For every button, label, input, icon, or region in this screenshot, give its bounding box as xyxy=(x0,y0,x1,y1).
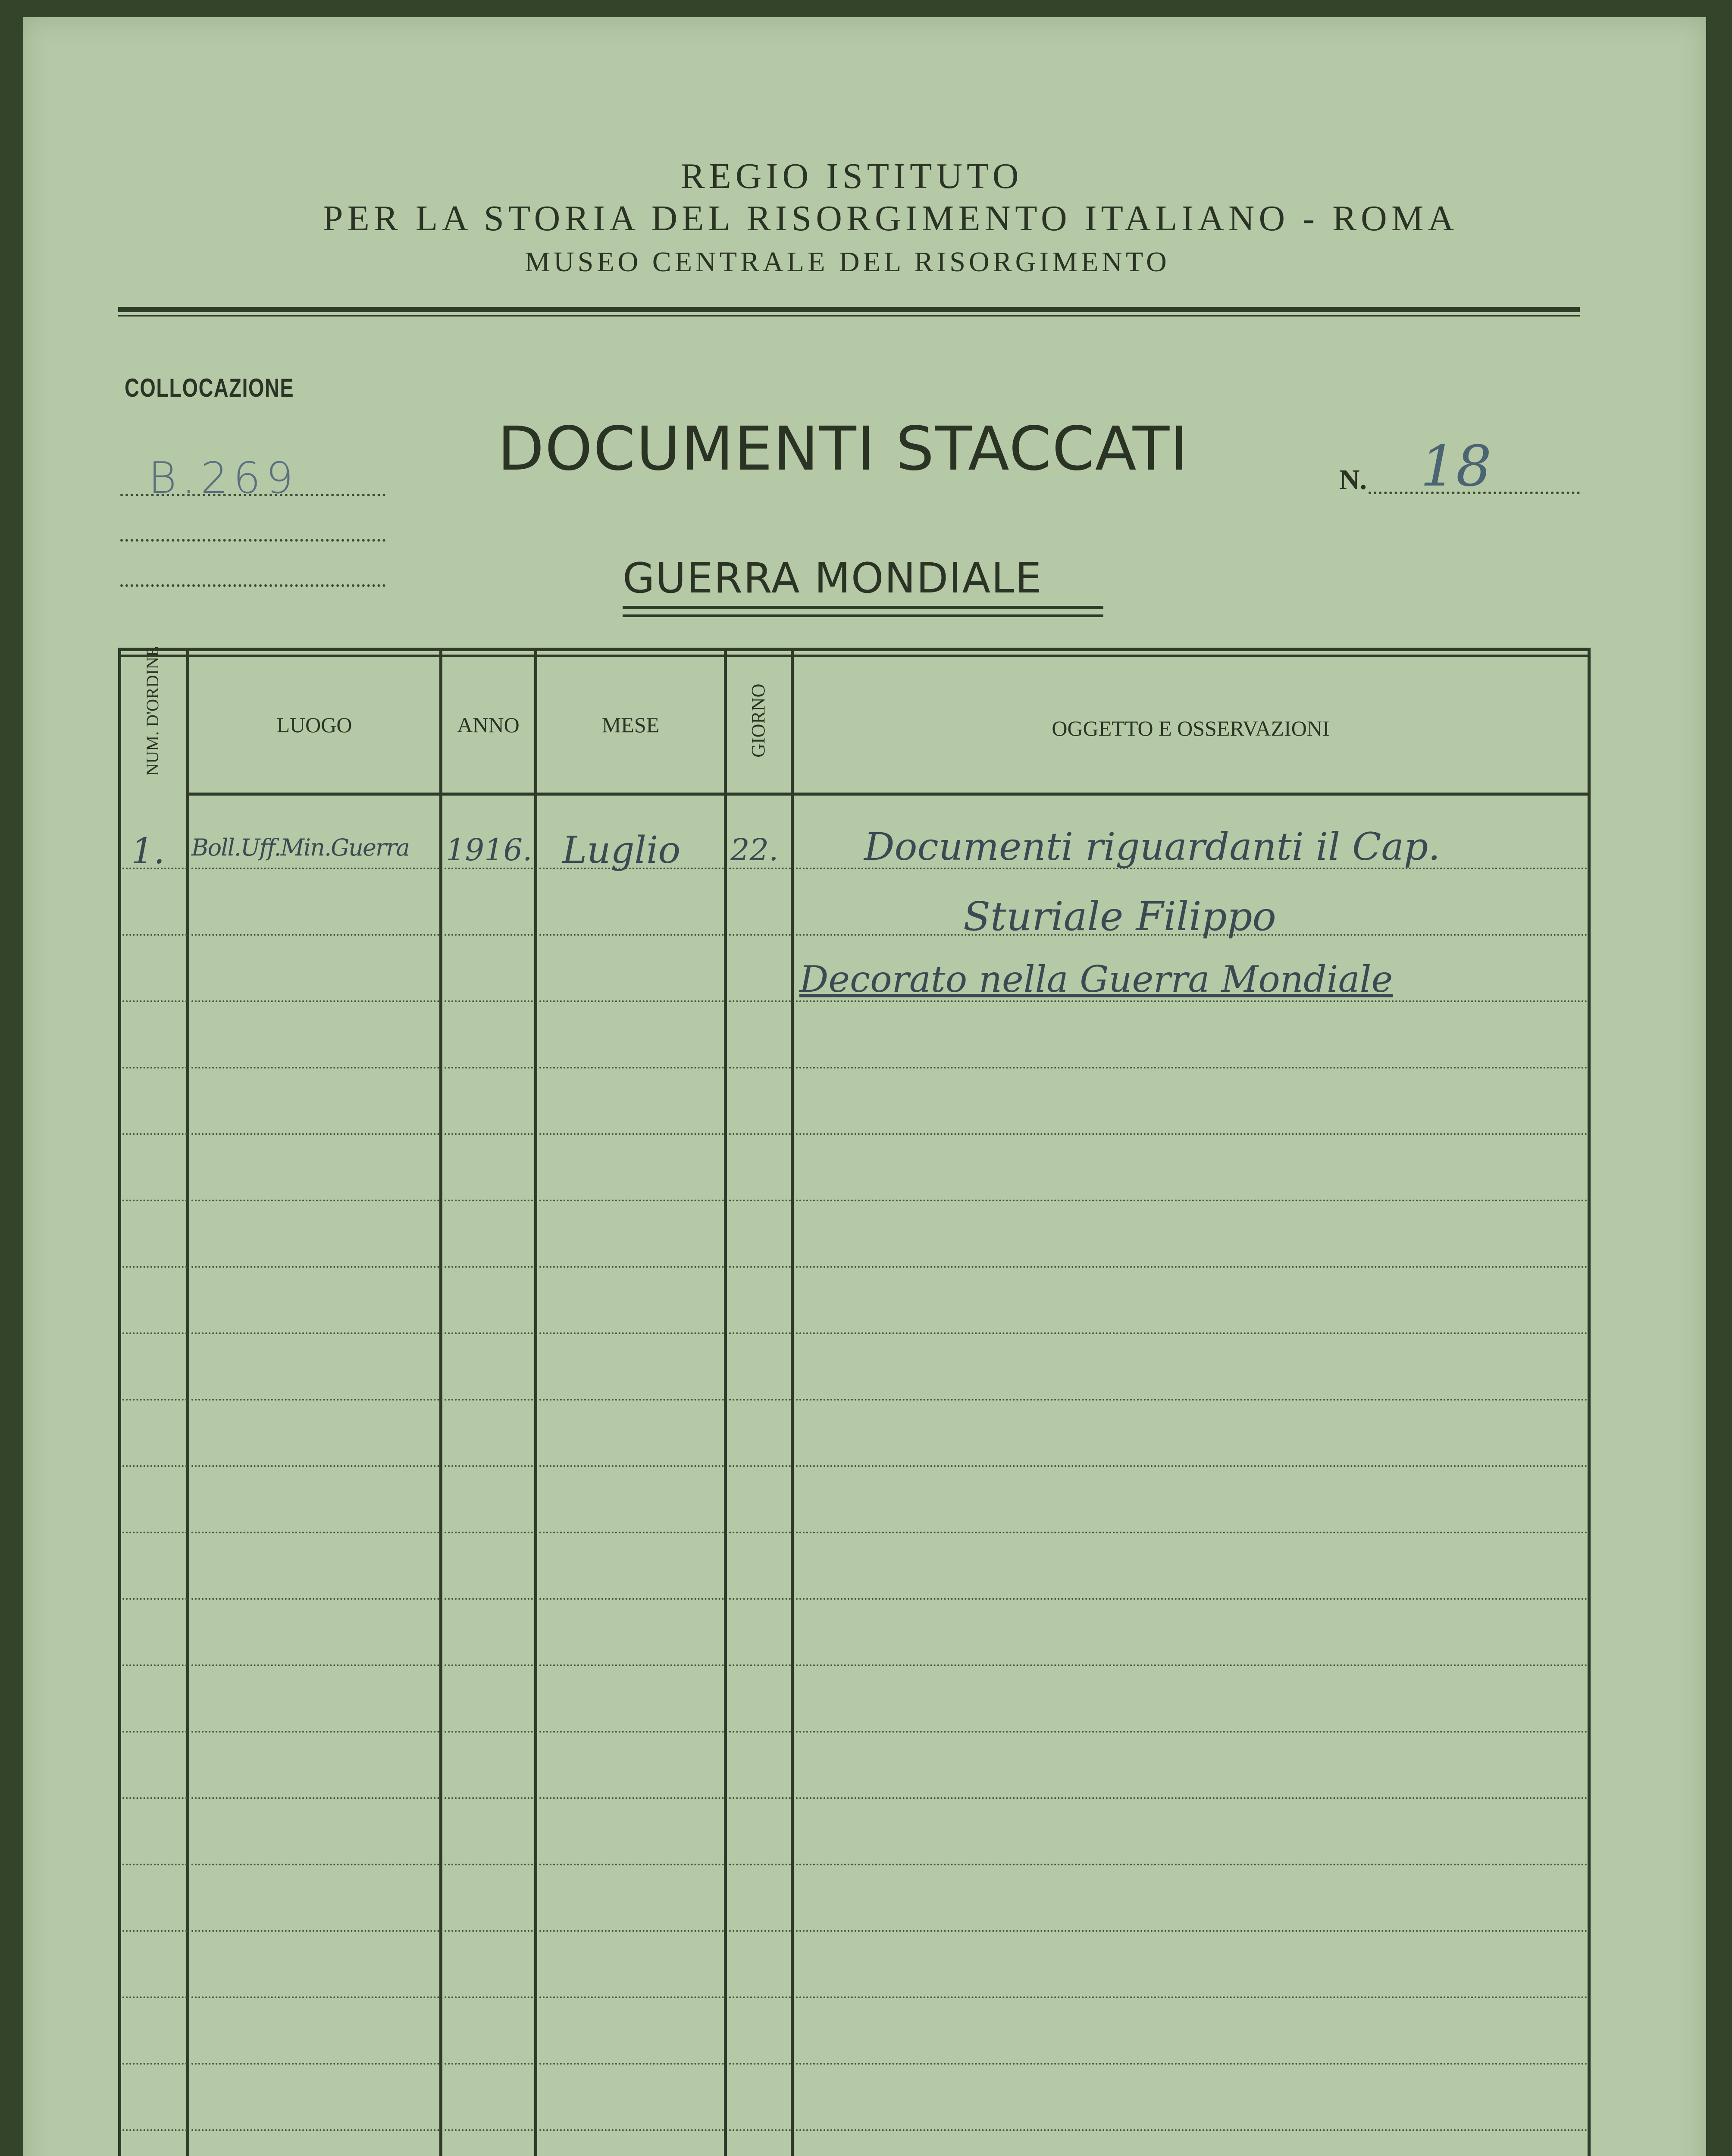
row-num: 1. xyxy=(131,831,165,872)
table-top-rule xyxy=(118,648,1591,651)
column-divider xyxy=(724,648,727,2156)
ruled-line xyxy=(796,1465,1588,1467)
ruled-line xyxy=(191,1133,439,1135)
ruled-line xyxy=(796,1200,1588,1201)
document-title: DOCUMENTI STACCATI xyxy=(498,414,1189,484)
ruled-line xyxy=(796,1266,1588,1268)
ruled-line xyxy=(796,1797,1588,1799)
ruled-line xyxy=(729,1133,791,1135)
column-header-oggetto: OGGETTO E OSSERVAZIONI xyxy=(1052,716,1330,740)
ruled-line xyxy=(122,1864,187,1865)
column-header-anno: ANNO xyxy=(457,713,520,737)
ruled-line xyxy=(539,1664,724,1666)
ruled-line xyxy=(796,1532,1588,1533)
ruled-line xyxy=(445,1598,533,1600)
header-separator xyxy=(442,793,534,796)
ruled-line xyxy=(445,934,533,936)
ruled-line xyxy=(122,1067,187,1069)
section-subtitle: GUERRA MONDIALE xyxy=(623,554,1043,602)
ruled-line xyxy=(191,1864,439,1865)
ruled-line xyxy=(122,1731,187,1733)
ruled-line xyxy=(445,1133,533,1135)
ruled-line xyxy=(539,934,724,936)
ruled-line xyxy=(445,1332,533,1334)
header-museum: MUSEO CENTRALE DEL RISORGIMENTO xyxy=(525,246,1170,278)
ruled-line xyxy=(729,1067,791,1069)
ruled-line xyxy=(445,1532,533,1533)
ruled-line xyxy=(729,1664,791,1666)
column-divider xyxy=(534,648,537,2156)
ruled-line xyxy=(729,1532,791,1533)
ruled-line xyxy=(191,1332,439,1334)
ruled-line xyxy=(796,2129,1588,2131)
ruled-line xyxy=(122,1000,187,1002)
ruled-line xyxy=(539,1465,724,1467)
ruled-line xyxy=(445,1731,533,1733)
ruled-line xyxy=(729,868,791,869)
ruled-line xyxy=(729,1000,791,1002)
table-top-rule-thin xyxy=(118,655,1591,657)
ruled-line xyxy=(796,1000,1588,1002)
column-header-mese: MESE xyxy=(601,713,660,737)
ruled-line xyxy=(445,868,533,869)
ruled-line xyxy=(796,1930,1588,1932)
header-separator xyxy=(189,793,439,796)
ruled-line xyxy=(191,934,439,936)
row-oggetto-line-2: Sturiale Filippo xyxy=(963,893,1276,940)
header-rule xyxy=(118,307,1580,312)
ruled-line xyxy=(539,1731,724,1733)
ruled-line xyxy=(191,1465,439,1467)
ruled-line xyxy=(729,1399,791,1401)
ruled-line xyxy=(122,1332,187,1334)
ruled-line xyxy=(191,2129,439,2131)
document-sheet xyxy=(23,17,1706,2156)
header-separator xyxy=(794,793,1588,796)
ruled-line xyxy=(796,1332,1588,1334)
ruled-line xyxy=(122,1797,187,1799)
ruled-line xyxy=(796,1996,1588,1998)
ruled-line xyxy=(729,1200,791,1201)
column-header-giorno: GIORNO xyxy=(747,683,769,758)
ruled-line xyxy=(729,1332,791,1334)
subtitle-underline xyxy=(623,606,1103,609)
ruled-line xyxy=(445,1067,533,1069)
column-divider xyxy=(439,648,442,2156)
ruled-line xyxy=(539,1067,724,1069)
ruled-line xyxy=(122,1465,187,1467)
row-mese: Luglio xyxy=(562,829,681,872)
collocazione-line xyxy=(120,494,385,496)
ruled-line xyxy=(539,1598,724,1600)
register-table xyxy=(118,648,1591,2156)
ruled-line xyxy=(539,1266,724,1268)
ruled-line xyxy=(122,1598,187,1600)
ruled-line xyxy=(796,1731,1588,1733)
ruled-line xyxy=(445,1399,533,1401)
ruled-line xyxy=(191,1598,439,1600)
ruled-line xyxy=(122,1996,187,1998)
ruled-line xyxy=(191,1067,439,1069)
ruled-line xyxy=(796,2063,1588,2065)
ruled-line xyxy=(796,1133,1588,1135)
number-line xyxy=(1369,492,1580,494)
ruled-line xyxy=(729,1266,791,1268)
ruled-line xyxy=(122,1664,187,1666)
header-institute-full: PER LA STORIA DEL RISORGIMENTO ITALIANO - ROMA xyxy=(323,198,1459,238)
row-anno: 1916. xyxy=(446,832,532,868)
ruled-line xyxy=(445,1266,533,1268)
ruled-line xyxy=(191,1930,439,1932)
ruled-line xyxy=(539,1200,724,1201)
ruled-line xyxy=(445,1000,533,1002)
ruled-line xyxy=(122,1133,187,1135)
ruled-line xyxy=(191,1399,439,1401)
ruled-line xyxy=(796,1664,1588,1666)
ruled-line xyxy=(729,934,791,936)
ruled-line xyxy=(729,2129,791,2131)
ruled-line xyxy=(539,1996,724,1998)
ruled-line xyxy=(191,1731,439,1733)
ruled-line xyxy=(539,1930,724,1932)
column-header-luogo: LUOGO xyxy=(276,713,352,737)
ruled-line xyxy=(191,868,439,869)
header-separator xyxy=(727,793,791,796)
ruled-line xyxy=(122,2063,187,2065)
row-oggetto-line-1: Documenti riguardanti il Cap. xyxy=(864,824,1441,869)
ruled-line xyxy=(729,1996,791,1998)
ruled-line xyxy=(796,1399,1588,1401)
ruled-line xyxy=(539,1133,724,1135)
collocazione-line xyxy=(120,584,385,587)
ruled-line xyxy=(729,1864,791,1865)
ruled-line xyxy=(122,1532,187,1533)
column-header-num: NUM. D'ORDINE xyxy=(143,646,162,776)
ruled-line xyxy=(122,1266,187,1268)
header-rule-thin xyxy=(118,315,1580,317)
ruled-line xyxy=(539,2063,724,2065)
ruled-line xyxy=(122,934,187,936)
collocazione-value: B.269 xyxy=(148,453,299,503)
ruled-line xyxy=(191,1797,439,1799)
column-divider xyxy=(1588,648,1591,2156)
ruled-line xyxy=(445,1996,533,1998)
column-divider xyxy=(791,648,794,2156)
ruled-line xyxy=(729,1797,791,1799)
ruled-line xyxy=(191,1266,439,1268)
collocazione-label: COLLOCAZIONE xyxy=(125,373,294,402)
ruled-line xyxy=(539,1864,724,1865)
ruled-line xyxy=(191,1664,439,1666)
ruled-line xyxy=(445,1797,533,1799)
subtitle-underline-2 xyxy=(623,614,1103,617)
ruled-line xyxy=(122,1399,187,1401)
ruled-line xyxy=(191,1000,439,1002)
ruled-line xyxy=(445,2063,533,2065)
row-oggetto-line-3: Decorato nella Guerra Mondiale xyxy=(799,958,1393,1000)
ruled-line xyxy=(796,1864,1588,1865)
ruled-line xyxy=(191,2063,439,2065)
ruled-line xyxy=(729,1465,791,1467)
ruled-line xyxy=(445,1200,533,1201)
ruled-line xyxy=(445,1864,533,1865)
ruled-line xyxy=(729,2063,791,2065)
number-value: 18 xyxy=(1420,433,1492,499)
header-separator xyxy=(537,793,724,796)
ruled-line xyxy=(796,1598,1588,1600)
ruled-line xyxy=(539,1797,724,1799)
ruled-line xyxy=(796,1067,1588,1069)
ruled-line xyxy=(445,1930,533,1932)
ruled-line xyxy=(191,1996,439,1998)
ruled-line xyxy=(729,1731,791,1733)
ruled-line xyxy=(729,1598,791,1600)
ruled-line xyxy=(539,1532,724,1533)
ruled-line xyxy=(191,1532,439,1533)
ruled-line xyxy=(122,1200,187,1201)
header-institute: REGIO ISTITUTO xyxy=(680,156,1023,196)
ruled-line xyxy=(729,1930,791,1932)
ruled-line xyxy=(539,1332,724,1334)
number-label: N. xyxy=(1339,464,1367,495)
ruled-line xyxy=(539,1000,724,1002)
ruled-line xyxy=(445,1465,533,1467)
ruled-line xyxy=(445,2129,533,2131)
ruled-line xyxy=(122,1930,187,1932)
row-giorno: 22. xyxy=(730,832,779,868)
ruled-line xyxy=(191,1200,439,1201)
ruled-line xyxy=(445,1664,533,1666)
row-luogo: Boll.Uff.Min.Guerra xyxy=(191,834,409,861)
collocazione-line xyxy=(120,539,385,542)
ruled-line xyxy=(539,1399,724,1401)
ruled-line xyxy=(539,2129,724,2131)
ruled-line xyxy=(122,2129,187,2131)
column-divider xyxy=(118,648,121,2156)
